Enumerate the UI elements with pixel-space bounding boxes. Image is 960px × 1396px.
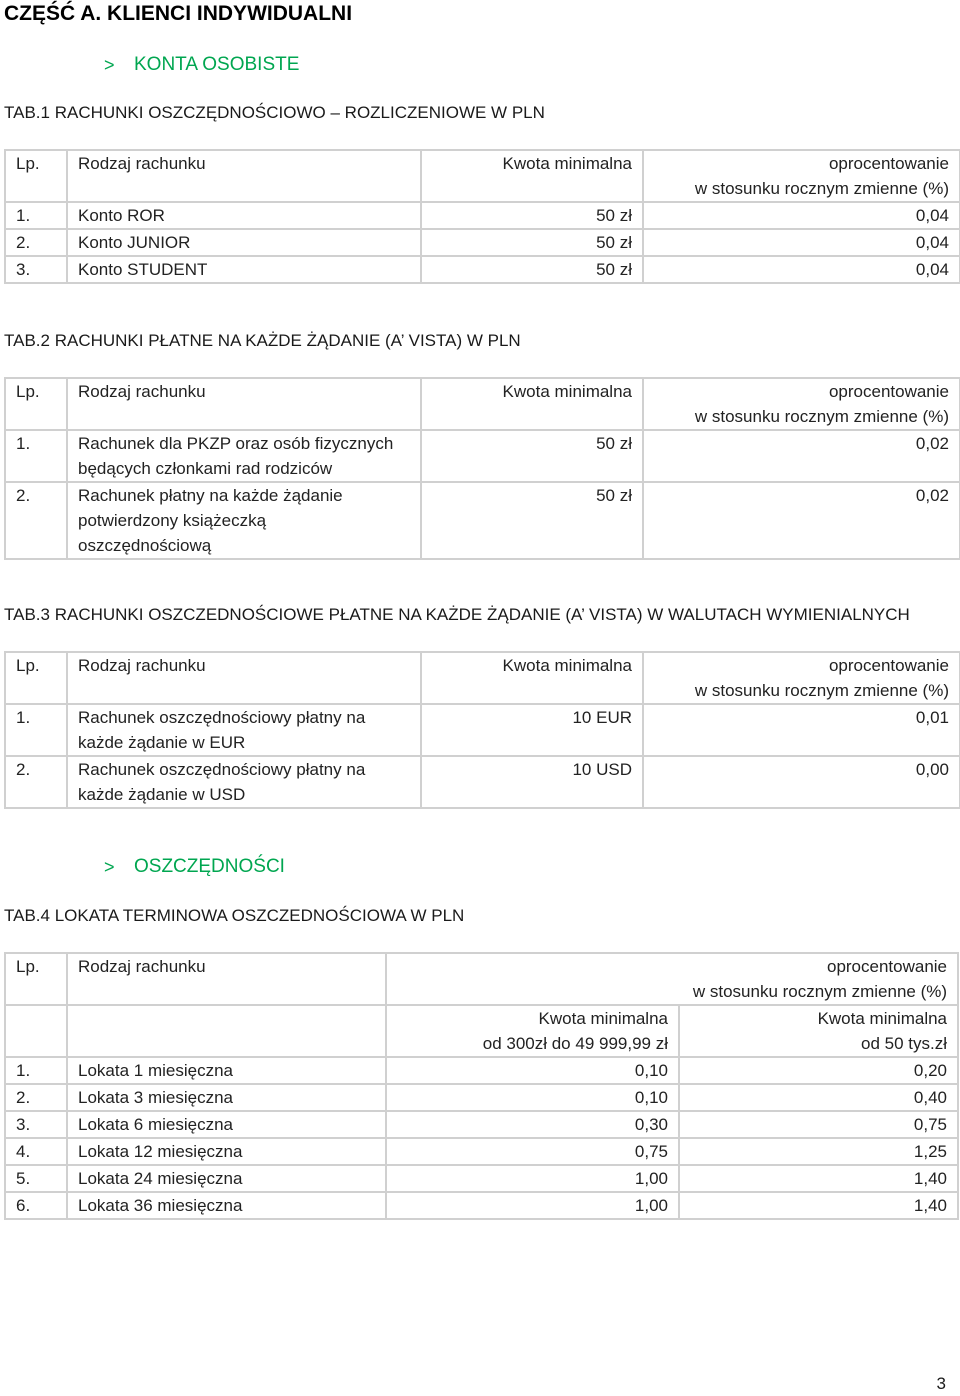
cell-lp: 5.	[5, 1165, 67, 1192]
table-row	[5, 756, 960, 808]
section-title: OSZCZĘDNOŚCI	[134, 856, 285, 877]
header-opr-line2: w stosunku rocznym zmienne (%)	[692, 982, 948, 1001]
tab3-title: TAB.3 RACHUNKI OSZCZEDNOŚCIOWE PŁATNE NA KAŻDE ŻĄDANIE (A’ VISTA) W WALUTACH WYMIENIALNYCH	[4, 605, 910, 624]
chevron-right-icon: >	[104, 54, 115, 75]
tab2-table	[4, 377, 960, 560]
tab1-title: TAB.1 RACHUNKI OSZCZĘDNOŚCIOWO – ROZLICZENIOWE W PLN	[4, 103, 545, 122]
cell-rate-b: 1,40	[679, 1165, 958, 1192]
cell-rate-a: 0,75	[386, 1138, 679, 1165]
table-row	[5, 1165, 958, 1192]
table-header-row	[5, 953, 958, 1005]
cell-rate-b: 0,20	[679, 1057, 958, 1084]
header-kwota: Kwota minimalna	[421, 652, 643, 704]
cell-lp: 2.	[5, 482, 67, 559]
cell-rodzaj: Konto JUNIOR	[67, 229, 421, 256]
cell-rodzaj: Lokata 1 miesięczna	[67, 1057, 386, 1084]
cell-rodzaj: Lokata 36 miesięczna	[67, 1192, 386, 1219]
cell-rodzaj-line: oszczędnościową	[78, 536, 212, 555]
cell-rate: 0,01	[643, 704, 960, 756]
table-header-row	[5, 652, 960, 704]
tab4-table	[4, 952, 959, 1220]
chevron-right-icon: >	[104, 856, 115, 877]
cell-rodzaj	[67, 482, 421, 559]
section-heading-konta-osobiste	[104, 54, 299, 76]
cell-rodzaj	[67, 704, 421, 756]
tab2-title: TAB.2 RACHUNKI PŁATNE NA KAŻDE ŻĄDANIE (A’ VISTA) W PLN	[4, 331, 521, 350]
header-opr-line2: w stosunku rocznym zmienne (%)	[694, 407, 949, 426]
header-rodzaj: Rodzaj rachunku	[67, 953, 386, 1005]
cell-lp: 2.	[5, 1084, 67, 1111]
cell-rodzaj: Konto ROR	[67, 202, 421, 229]
header-oprocentowanie	[386, 953, 958, 1005]
header-kwota: Kwota minimalna	[421, 150, 643, 202]
cell-rate-b: 1,40	[679, 1192, 958, 1219]
cell-rodzaj-line: będących członkami rad rodziców	[78, 459, 333, 478]
cell-rate-b: 0,75	[679, 1111, 958, 1138]
table-row	[5, 202, 960, 229]
section-heading-oszczednosci	[104, 856, 285, 878]
header-opr-line2: w stosunku rocznym zmienne (%)	[694, 681, 949, 700]
table-row	[5, 1192, 958, 1219]
cell-kwota: 50 zł	[421, 202, 643, 229]
cell-rate: 0,02	[643, 482, 960, 559]
subheader-line: od 300zł do 49 999,99 zł	[482, 1034, 668, 1053]
tab4-title: TAB.4 LOKATA TERMINOWA OSZCZEDNOŚCIOWA W PLN	[4, 906, 465, 925]
header-rodzaj: Rodzaj rachunku	[67, 378, 421, 430]
cell-rodzaj	[67, 430, 421, 482]
cell-rodzaj: Lokata 24 miesięczna	[67, 1165, 386, 1192]
cell-kwota: 50 zł	[421, 430, 643, 482]
cell-rodzaj: Lokata 12 miesięczna	[67, 1138, 386, 1165]
cell-kwota: 10 USD	[421, 756, 643, 808]
cell-rate: 0,00	[643, 756, 960, 808]
header-oprocentowanie	[643, 150, 960, 202]
cell-rate-b: 0,40	[679, 1084, 958, 1111]
cell-lp: 1.	[5, 1057, 67, 1084]
cell-rodzaj-line: Rachunek oszczędnościowy płatny na	[78, 760, 366, 779]
cell-rodzaj: Lokata 6 miesięczna	[67, 1111, 386, 1138]
cell-rate-a: 0,10	[386, 1084, 679, 1111]
table-subheader-row	[5, 1005, 958, 1057]
table-row	[5, 704, 960, 756]
header-lp: Lp.	[5, 150, 67, 202]
cell-rate-a: 0,10	[386, 1057, 679, 1084]
header-rodzaj: Rodzaj rachunku	[67, 652, 421, 704]
subheader-kwota-2	[679, 1005, 958, 1057]
cell-rate: 0,04	[643, 202, 960, 229]
cell-kwota: 50 zł	[421, 482, 643, 559]
subheader-line: Kwota minimalna	[538, 1009, 668, 1028]
cell-rodzaj-line: każde żądanie w USD	[78, 785, 246, 804]
tab3-table	[4, 651, 960, 809]
table-header-row	[5, 378, 960, 430]
cell-lp: 3.	[5, 256, 67, 283]
header-opr-line1: oprocentowanie	[828, 382, 949, 401]
cell-lp: 2.	[5, 756, 67, 808]
section-title: KONTA OSOBISTE	[134, 54, 300, 75]
cell-lp: 1.	[5, 430, 67, 482]
cell-rate-b: 1,25	[679, 1138, 958, 1165]
header-opr-line1: oprocentowanie	[828, 656, 949, 675]
cell-rodzaj	[67, 756, 421, 808]
cell-rodzaj-line: każde żądanie w EUR	[78, 733, 246, 752]
cell-lp: 6.	[5, 1192, 67, 1219]
cell-rate: 0,04	[643, 229, 960, 256]
cell-rodzaj-line: Rachunek oszczędnościowy płatny na	[78, 708, 366, 727]
cell-lp: 2.	[5, 229, 67, 256]
table-row	[5, 256, 960, 283]
cell-lp: 1.	[5, 704, 67, 756]
table-row	[5, 430, 960, 482]
cell-rate-a: 0,30	[386, 1111, 679, 1138]
cell-empty	[5, 1005, 67, 1057]
header-lp: Lp.	[5, 652, 67, 704]
subheader-line: od 50 tys.zł	[861, 1034, 948, 1053]
table-row	[5, 1084, 958, 1111]
subheader-kwota-1	[386, 1005, 679, 1057]
header-kwota: Kwota minimalna	[421, 378, 643, 430]
part-title: CZĘŚĆ A. KLIENCI INDYWIDUALNI	[4, 2, 353, 25]
header-rodzaj: Rodzaj rachunku	[67, 150, 421, 202]
subheader-line: Kwota minimalna	[817, 1009, 948, 1028]
cell-rodzaj: Lokata 3 miesięczna	[67, 1084, 386, 1111]
header-oprocentowanie	[643, 652, 960, 704]
table-row	[5, 1057, 958, 1084]
header-opr-line1: oprocentowanie	[826, 957, 948, 976]
table-row	[5, 1111, 958, 1138]
table-row	[5, 229, 960, 256]
cell-rate: 0,02	[643, 430, 960, 482]
cell-rodzaj-line: Rachunek dla PKZP oraz osób fizycznych	[78, 434, 394, 453]
header-lp: Lp.	[5, 378, 67, 430]
table-row	[5, 1138, 958, 1165]
header-opr-line1: oprocentowanie	[828, 154, 949, 173]
cell-empty	[67, 1005, 386, 1057]
page-number: 3	[936, 1374, 946, 1393]
table-row	[5, 482, 960, 559]
cell-lp: 1.	[5, 202, 67, 229]
tab1-table	[4, 149, 960, 284]
cell-kwota: 50 zł	[421, 229, 643, 256]
cell-kwota: 50 zł	[421, 256, 643, 283]
header-opr-line2: w stosunku rocznym zmienne (%)	[694, 179, 949, 198]
cell-rodzaj-line: Rachunek płatny na każde żądanie	[78, 486, 343, 505]
cell-rate-a: 1,00	[386, 1165, 679, 1192]
cell-rodzaj: Konto STUDENT	[67, 256, 421, 283]
cell-rodzaj-line: potwierdzony książeczką	[78, 511, 267, 530]
header-oprocentowanie	[643, 378, 960, 430]
header-lp: Lp.	[5, 953, 67, 1005]
cell-lp: 3.	[5, 1111, 67, 1138]
cell-rate: 0,04	[643, 256, 960, 283]
table-header-row	[5, 150, 960, 202]
cell-rate-a: 1,00	[386, 1192, 679, 1219]
cell-kwota: 10 EUR	[421, 704, 643, 756]
cell-lp: 4.	[5, 1138, 67, 1165]
